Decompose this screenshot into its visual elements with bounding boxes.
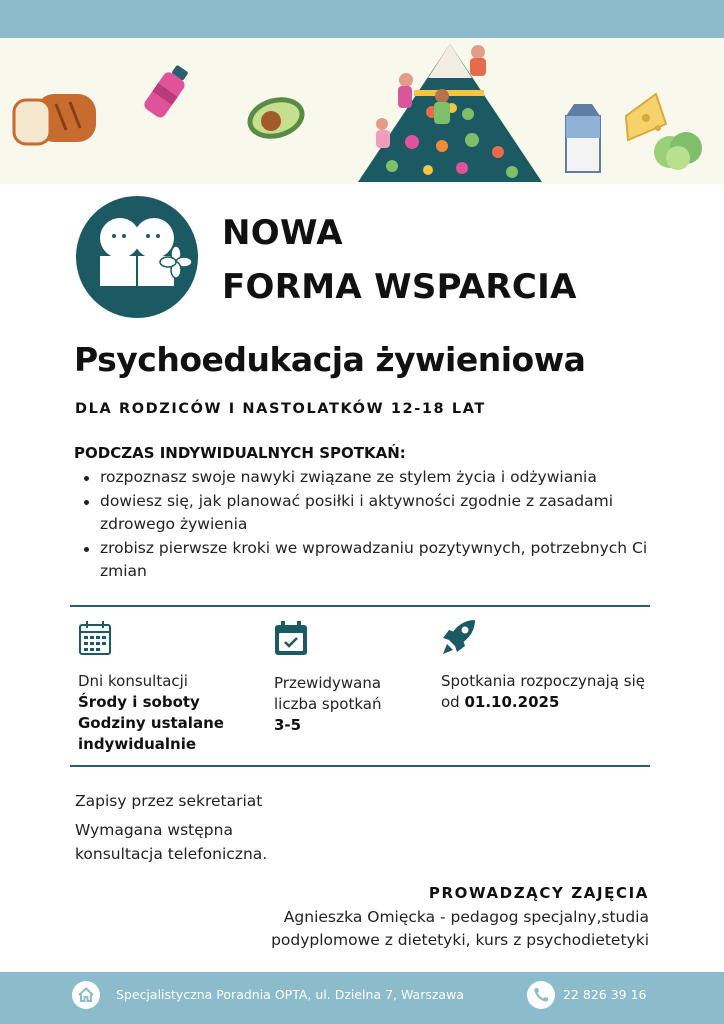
start-date	[441, 671, 661, 713]
home-icon	[72, 981, 100, 1009]
top-bar	[0, 0, 724, 38]
rocket-icon	[441, 618, 477, 656]
consultation-days-value: Środy i soboty	[78, 693, 200, 711]
milk-carton-icon	[560, 102, 606, 174]
page-title: Psychoedukacja żywieniowa	[74, 340, 586, 379]
list-item: zrobisz pierwsze kroki we wprowadzaniu pozytywnych, potrzebnych Ci zmian	[80, 537, 660, 584]
divider-bottom	[70, 765, 650, 767]
bottle-icon	[140, 62, 194, 124]
divider-top	[70, 605, 650, 607]
calendar-check-icon	[274, 620, 308, 656]
headline-line-2: FORMA WSPARCIA	[222, 267, 577, 307]
bread-icon	[12, 90, 98, 146]
food-pyramid-illustration	[352, 42, 548, 184]
avocado-icon	[245, 94, 307, 142]
headline-line-1: NOWA	[222, 213, 343, 253]
hero-illustration	[0, 38, 724, 184]
meetings-label: Przewidywana liczba spotkań	[274, 674, 382, 713]
audience-subtitle: DLA RODZICÓW I NASTOLATKÓW 12-18 LAT	[75, 401, 486, 417]
start-label: Spotkania rozpoczynają się od	[441, 672, 645, 711]
consultation-hours-value: Godziny ustalane indywidualnie	[78, 714, 224, 753]
list-item: rozpoznasz swoje nawyki związane ze stylem życia i odżywiania	[80, 466, 660, 490]
leader-description: Agnieszka Omięcka - pedagog specjalny,studia podyplomowe z dietetyki, kurs z psychodietetyki	[271, 908, 649, 949]
signup-line-2: Wymagana wstępna konsultacja telefoniczna.	[75, 821, 268, 863]
list-heading: PODCZAS INDYWIDUALNYCH SPOTKAŃ:	[74, 444, 406, 462]
lettuce-icon	[650, 122, 708, 174]
logo	[76, 196, 198, 318]
consultation-label: Dni konsultacji	[78, 672, 188, 690]
phone-icon	[527, 981, 555, 1009]
benefits-list	[80, 466, 660, 584]
meetings-value: 3-5	[274, 716, 302, 734]
consultation-days	[78, 671, 268, 755]
list-item: dowiesz się, jak planować posiłki i aktywności zgodnie z zasadami zdrowego żywienia	[80, 490, 660, 537]
headline	[222, 206, 577, 314]
footer-phone: 22 826 39 16	[563, 987, 647, 1002]
signup-info	[75, 789, 375, 866]
signup-line-1: Zapisy przez sekretariat	[75, 792, 263, 810]
meetings-count	[274, 673, 424, 736]
leader-heading: PROWADZĄCY ZAJĘCIA	[428, 884, 649, 902]
footer	[0, 972, 724, 1024]
calendar-grid-icon	[78, 620, 112, 656]
start-date-value: 01.10.2025	[464, 693, 560, 711]
footer-address: Specjalistyczna Poradnia OPTA, ul. Dzielna 7, Warszawa	[116, 987, 464, 1002]
